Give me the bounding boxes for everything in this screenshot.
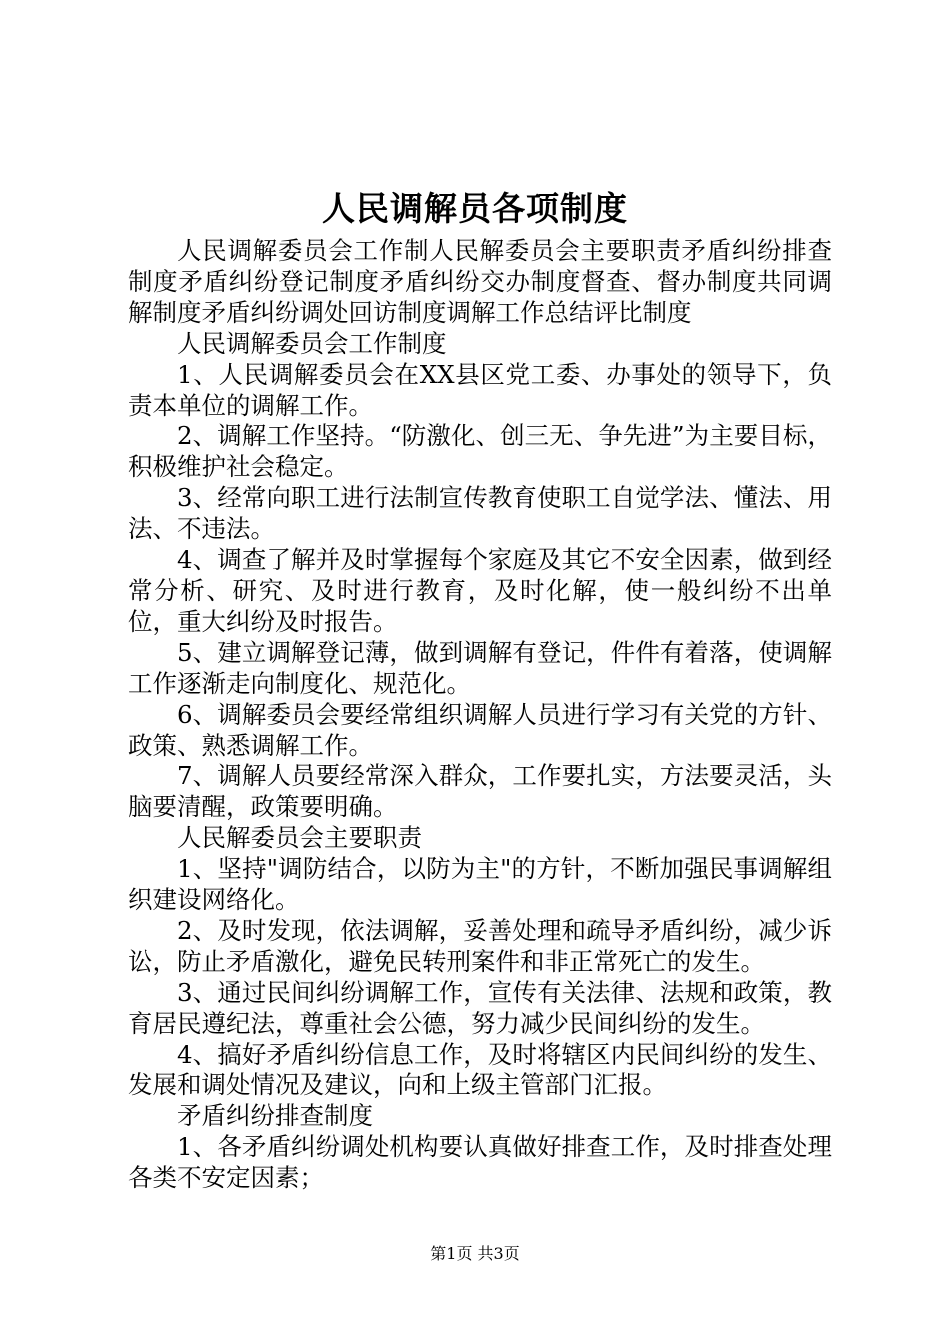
paragraph: 5、建立调解登记薄，做到调解有登记，件件有着落，使调解工作逐渐走向制度化、规范化。	[128, 637, 832, 698]
document-body	[128, 236, 832, 1194]
page-footer: 第1页 共3页	[430, 1244, 520, 1263]
paragraph: 3、通过民间纠纷调解工作，宣传有关法律、法规和政策，教育居民遵纪法，尊重社会公德，努力减少民间纠纷的发生。	[128, 977, 832, 1038]
paragraph-intro: 人民调解委员会工作制人民解委员会主要职责矛盾纠纷排查制度矛盾纠纷登记制度矛盾纠纷交办制度督查、督办制度共同调解制度矛盾纠纷调处回访制度调解工作总结评比制度	[128, 236, 832, 327]
paragraph: 4、搞好矛盾纠纷信息工作，及时将辖区内民间纠纷的发生、发展和调处情况及建议，向和上级主管部门汇报。	[128, 1039, 832, 1100]
section-heading-work-system: 人民调解委员会工作制度	[177, 328, 447, 358]
paragraph: 4、调查了解并及时掌握每个家庭及其它不安全因素，做到经常分析、研究、及时进行教育，及时化解，使一般纠纷不出单位，重大纠纷及时报告。	[128, 545, 832, 636]
paragraph: 7、调解人员要经常深入群众，工作要扎实，方法要灵活，头脑要清醒，政策要明确。	[128, 761, 832, 822]
paragraph: 1、各矛盾纠纷调处机构要认真做好排查工作，及时排查处理各类不安定因素；	[128, 1132, 832, 1193]
section-heading-dispute-screening: 矛盾纠纷排查制度	[177, 1101, 373, 1131]
paragraph: 6、调解委员会要经常组织调解人员进行学习有关党的方针、政策、熟悉调解工作。	[128, 699, 832, 760]
section-heading-main-duties: 人民解委员会主要职责	[177, 823, 422, 853]
paragraph: 2、及时发现，依法调解，妥善处理和疏导矛盾纠纷，减少诉讼，防止矛盾激化，避免民转刑案件和非正常死亡的发生。	[128, 915, 832, 976]
paragraph: 1、人民调解委员会在XX县区党工委、办事处的领导下，负责本单位的调解工作。	[128, 359, 832, 420]
paragraph: 3、经常向职工进行法制宣传教育使职工自觉学法、懂法、用法、不违法。	[128, 483, 832, 544]
paragraph: 1、坚持"调防结合，以防为主"的方针，不断加强民事调解组织建设网络化。	[128, 854, 832, 915]
paragraph: 2、调解工作坚持。“防激化、创三无、争先进”为主要目标，积极维护社会稳定。	[128, 421, 832, 482]
document-title: 人民调解员各项制度	[322, 189, 628, 228]
